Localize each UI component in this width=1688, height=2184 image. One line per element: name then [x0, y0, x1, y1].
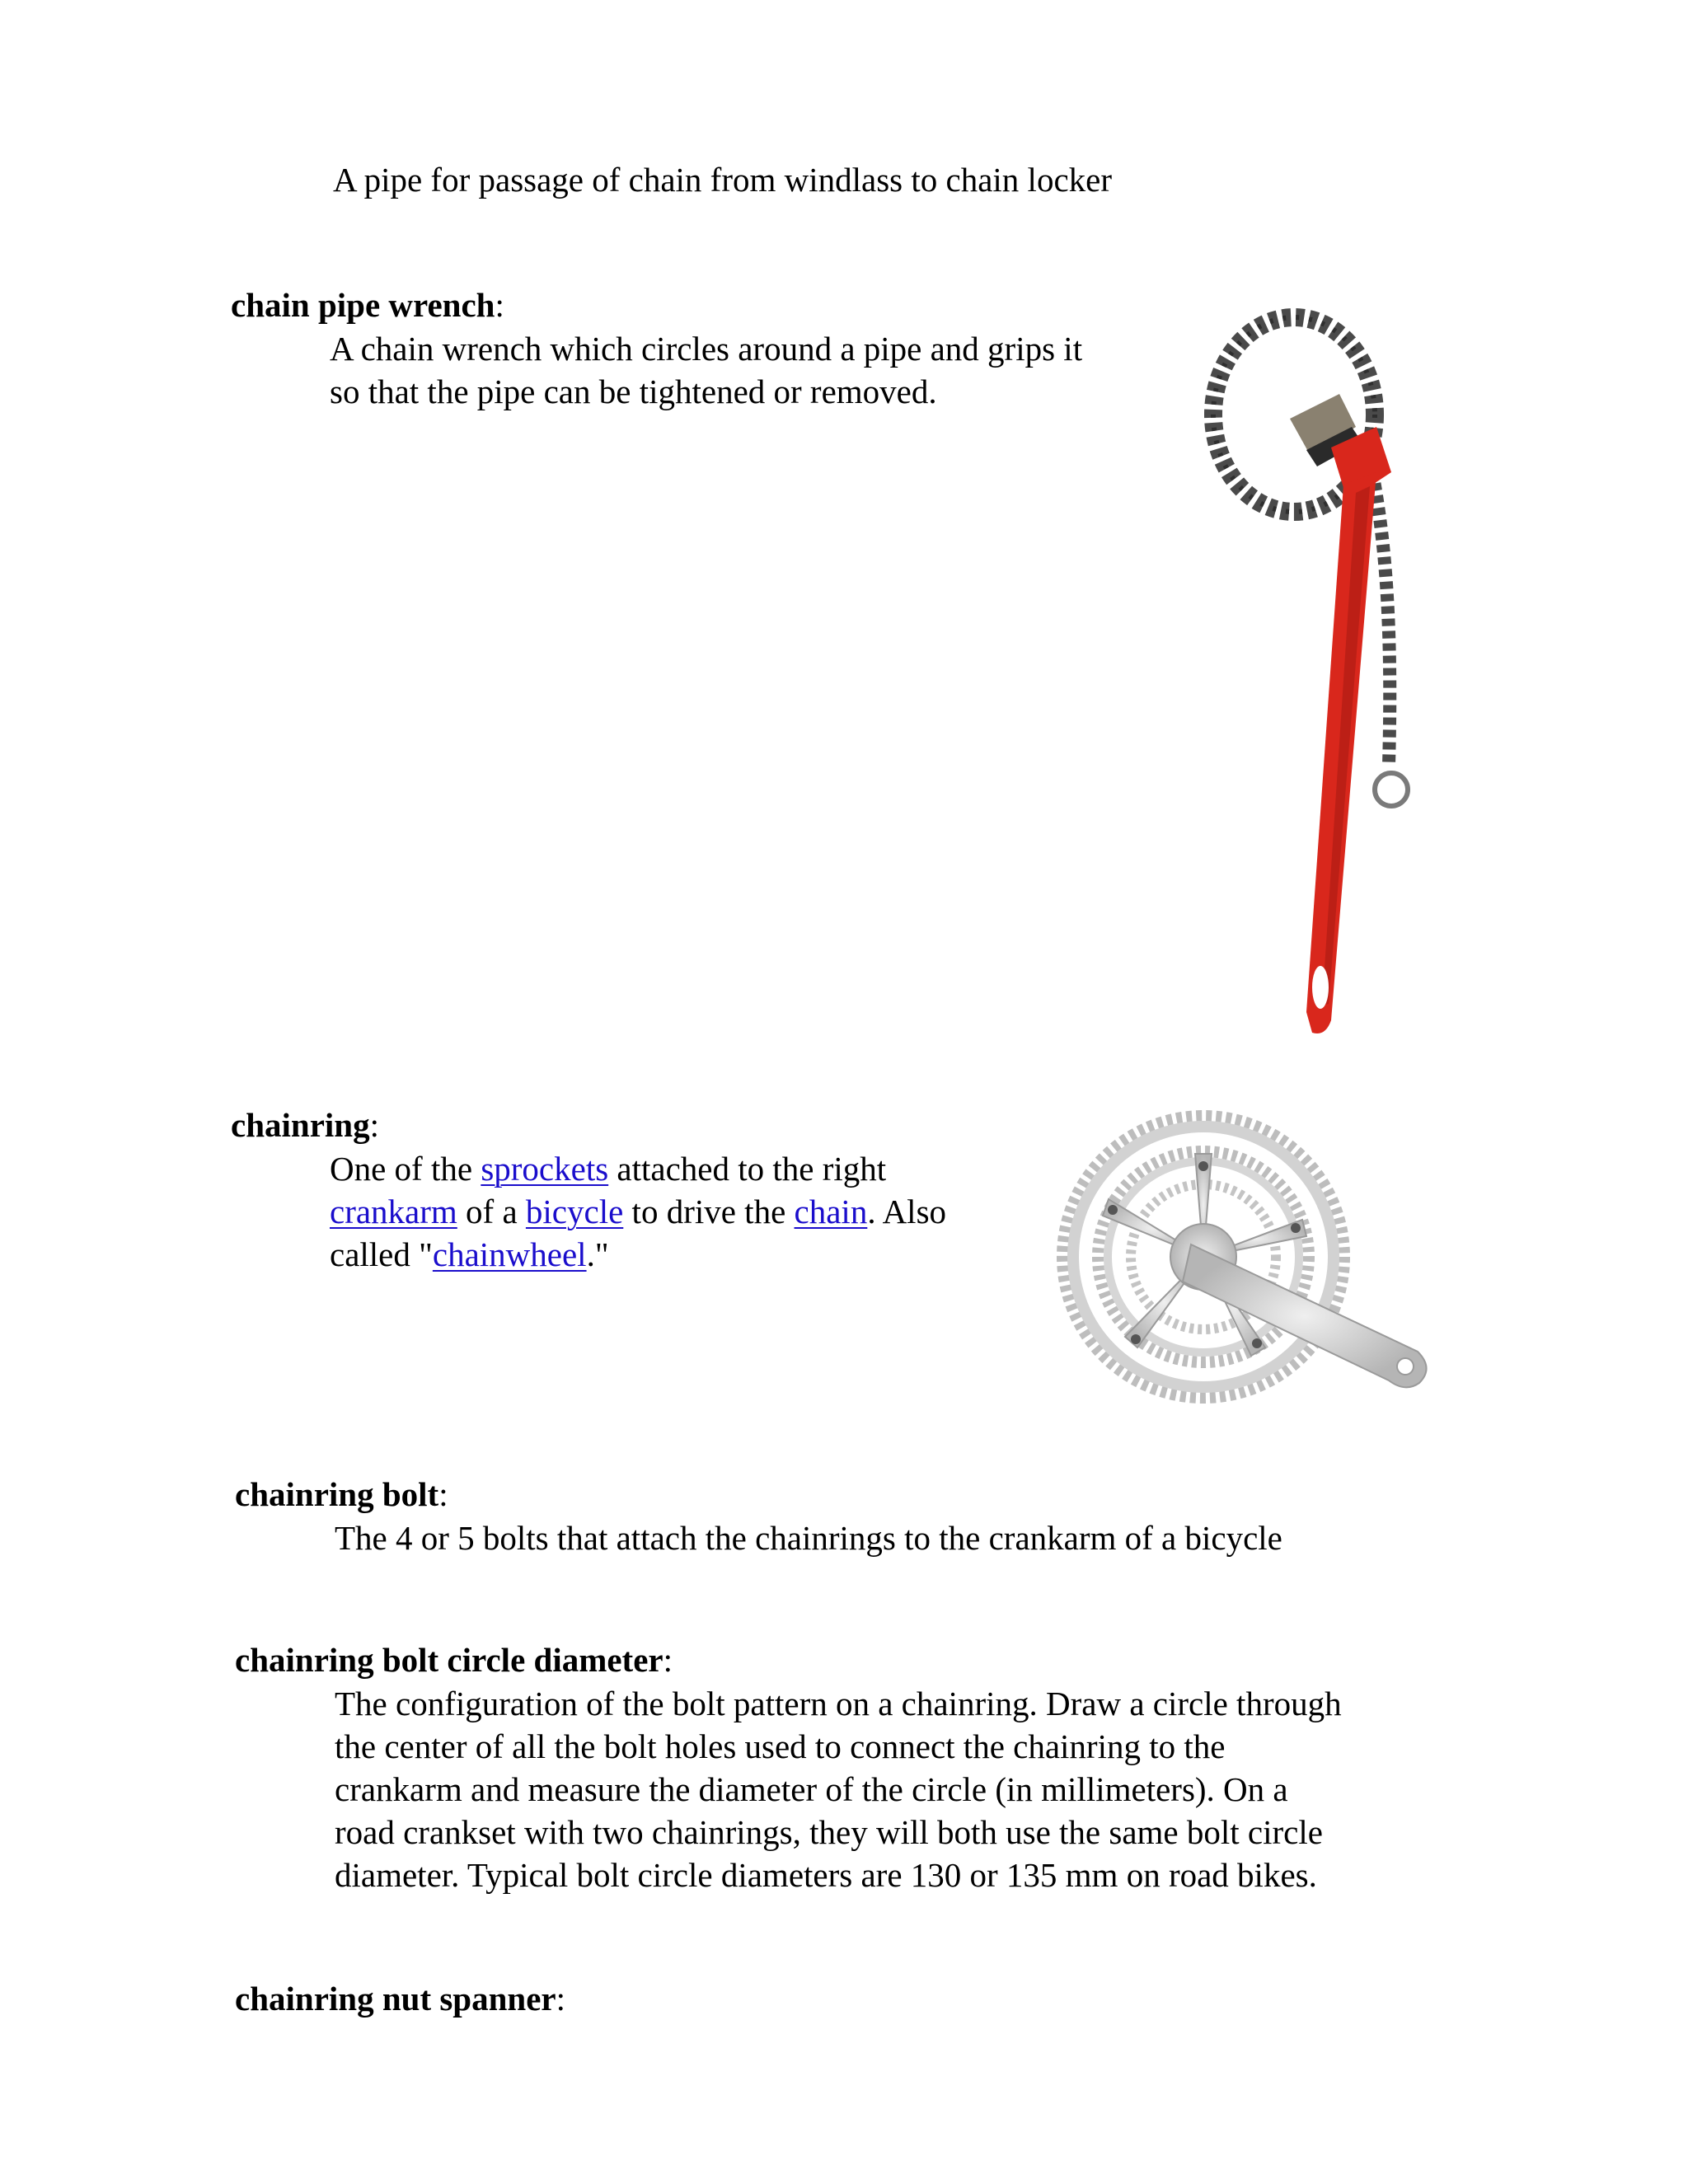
term-label: chainring nut spanner	[235, 1980, 556, 2018]
definition-text: The configuration of the bolt pattern on a chainring. Draw a circle through	[335, 1685, 1342, 1722]
term-chainring	[231, 1104, 379, 1146]
definition-text: The 4 or 5 bolts that attach the chainrings to the crankarm of a bicycle	[335, 1519, 1282, 1557]
definition-line	[330, 1190, 946, 1233]
term-label: chainring bolt circle diameter	[235, 1641, 663, 1679]
definition-text: so that the pipe can be tightened or removed.	[330, 373, 937, 410]
link-crankarm[interactable]: crankarm	[330, 1193, 457, 1230]
definition-line	[330, 1147, 886, 1190]
definition-text: called "	[330, 1235, 433, 1273]
chainring-crankset-photo	[1039, 1104, 1451, 1418]
definition-text: the center of all the bolt holes used to connect the chainring to the	[335, 1727, 1226, 1765]
chain-pipe-wrench-photo	[1187, 303, 1434, 1045]
definition-text: road crankset with two chainrings, they will both use the same bolt circle	[335, 1813, 1323, 1851]
definition-text: A pipe for passage of chain from windlass to chain locker	[333, 161, 1113, 199]
term-label: chainring bolt	[235, 1475, 439, 1513]
term-chain-pipe-wrench	[231, 284, 504, 326]
link-sprockets[interactable]: sprockets	[481, 1150, 609, 1188]
term-colon: :	[369, 1106, 379, 1144]
term-colon: :	[438, 1475, 448, 1513]
term-chainring-bolt	[235, 1473, 448, 1516]
term-label: chainring	[231, 1106, 370, 1144]
definition-text: One of the	[330, 1150, 481, 1188]
definition-text: attached to the right	[608, 1150, 887, 1188]
definition-text: diameter. Typical bolt circle diameters are 130 or 135 mm on road bikes.	[335, 1856, 1317, 1894]
term-colon: :	[495, 286, 504, 324]
definition-text: ."	[586, 1235, 609, 1273]
definition-text: of a	[457, 1193, 526, 1230]
definition-text: crankarm and measure the diameter of the circle (in millimeters). On a	[335, 1770, 1288, 1808]
term-label: chain pipe wrench	[231, 286, 495, 324]
term-chainring-bolt-circle-diameter	[235, 1638, 673, 1681]
definition-text: A chain wrench which circles around a pipe and grips it	[330, 330, 1083, 368]
term-colon: :	[556, 1980, 566, 2018]
definition-text: to drive the	[623, 1193, 795, 1230]
definition-line	[330, 1233, 609, 1276]
term-colon: :	[663, 1641, 673, 1679]
link-chainwheel[interactable]: chainwheel	[432, 1235, 587, 1273]
link-bicycle[interactable]: bicycle	[525, 1193, 624, 1230]
term-chainring-nut-spanner	[235, 1977, 565, 2020]
link-chain[interactable]: chain	[794, 1193, 868, 1230]
definition-text: . Also	[867, 1193, 947, 1230]
